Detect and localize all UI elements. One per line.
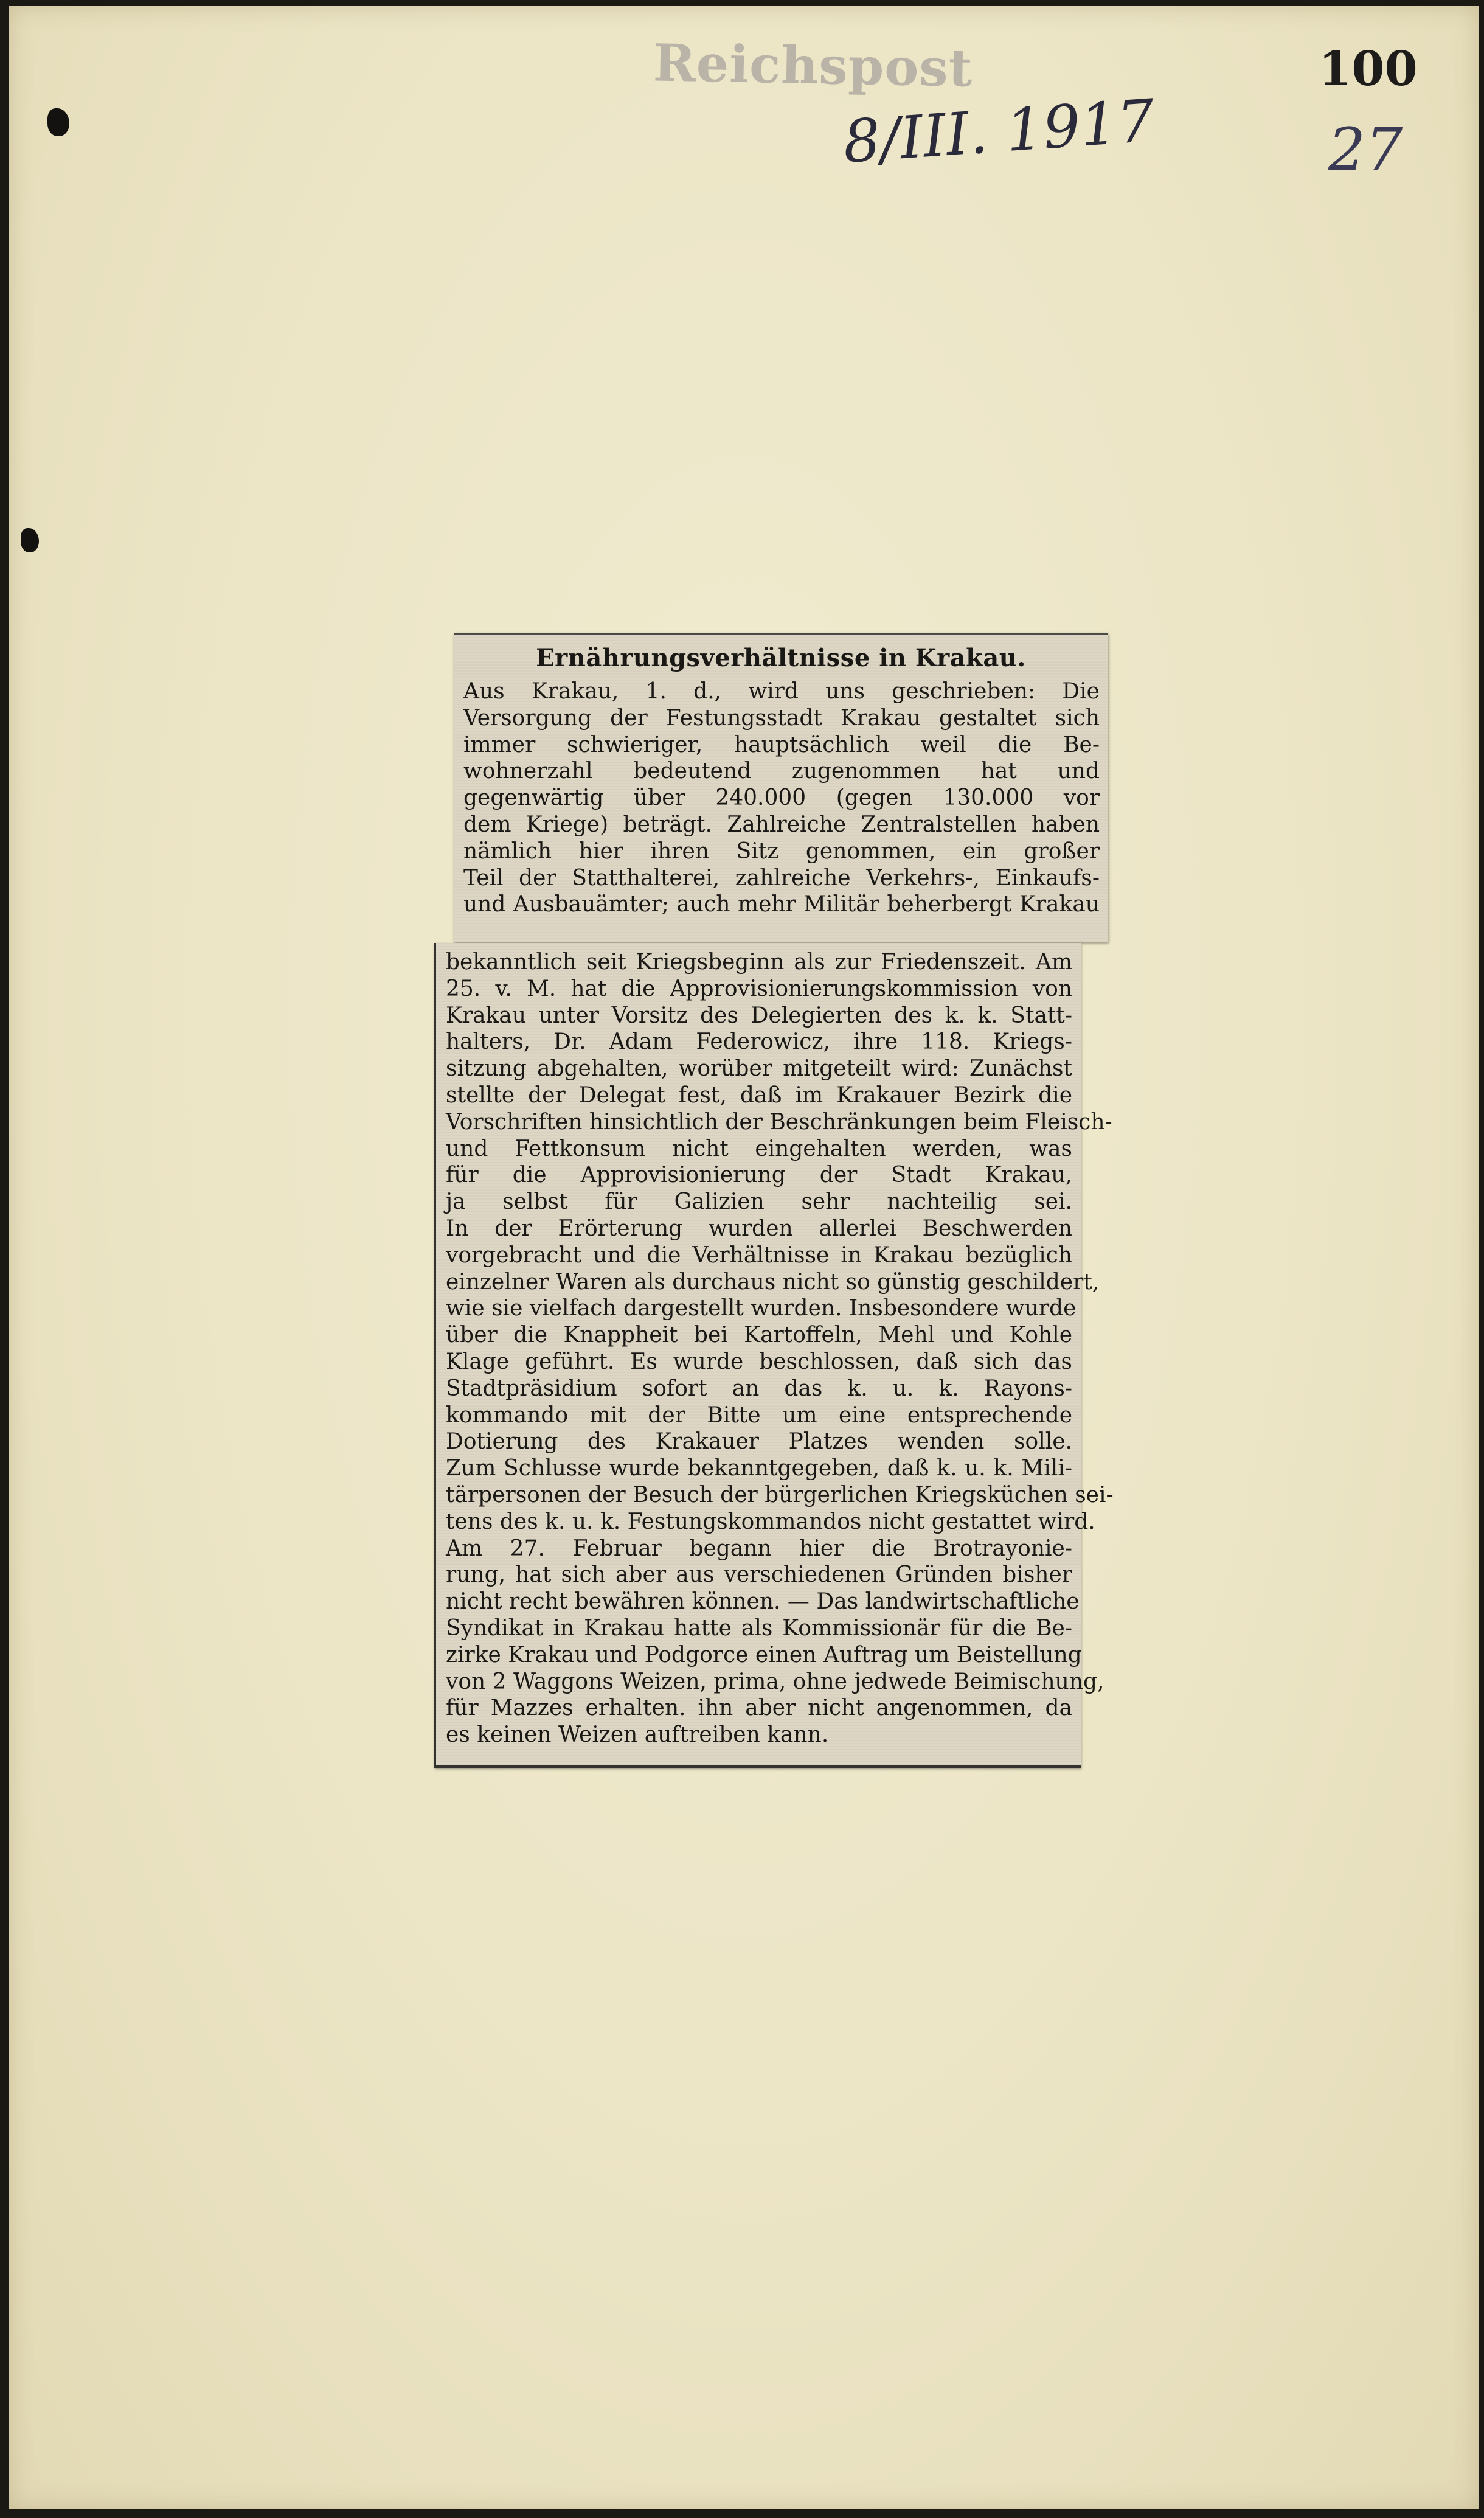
text-line: 25. v. M. hat die Approvisionierungskommission von [446, 976, 1072, 1001]
text-line: Aus Krakau, 1. d., wird uns geschrieben: Die [463, 679, 1100, 704]
article-text-part-1 [454, 678, 1108, 918]
text-line: halters, Dr. Adam Federowicz, ihre 118. Kriegs- [446, 1029, 1072, 1055]
text-line: tens des k. u. k. Festungskommandos nicht gestattet wird. [446, 1509, 1095, 1534]
text-line: immer schwieriger, hauptsächlich weil die Be- [463, 732, 1100, 757]
text-line: Stadtpräsidium sofort an das k. u. k. Rayons- [446, 1376, 1072, 1401]
text-line: wie sie vielfach dargestellt wurden. Insbesondere wurde [446, 1296, 1077, 1321]
handwritten-date: 8/III. 1917 [841, 86, 1157, 176]
folio-handwritten: 27 [1328, 116, 1403, 184]
archive-sheet [9, 6, 1479, 2509]
text-line: es keinen Weizen auftreiben kann. [446, 1722, 829, 1748]
article-headline: Ernährungsverhältnisse in Krakau. [536, 644, 1026, 672]
text-line: wohnerzahl bedeutend zugenommen hat und [463, 759, 1100, 784]
text-line: In der Erörterung wurden allerlei Beschwerden [446, 1216, 1072, 1241]
newspaper-clipping-part-1 [454, 633, 1108, 942]
text-line: Zum Schlusse wurde bekanntgegeben, daß k. u. k. Mili- [446, 1456, 1072, 1481]
folio-number: 100 [1319, 41, 1418, 97]
text-line: gegenwärtig über 240.000 (gegen 130.000 vor [463, 785, 1100, 811]
text-line: tärpersonen der Besuch der bürgerlichen Kriegsküchen sei- [446, 1482, 1114, 1508]
text-line: und Ausbauämter; auch mehr Militär beherbergt Krakau [463, 892, 1100, 917]
text-line: und Fettkonsum nicht eingehalten werden, was [446, 1136, 1072, 1161]
text-line: für die Approvisionierung der Stadt Krakau, [446, 1163, 1072, 1188]
text-line: sitzung abgehalten, worüber mitgeteilt wird: Zunächst [446, 1056, 1072, 1082]
text-line: Krakau unter Vorsitz des Delegierten des k. k. Statt- [446, 1003, 1072, 1028]
text-line: Klage geführt. Es wurde beschlossen, daß sich das [446, 1349, 1072, 1374]
text-line: nämlich hier ihren Sitz genommen, ein großer [463, 838, 1100, 864]
article-text-part-2 [436, 949, 1114, 1748]
text-line: von 2 Waggons Weizen, prima, ohne jedwede Beimischung, [446, 1669, 1104, 1694]
text-line: kommando mit der Bitte um eine entsprechende [446, 1402, 1072, 1428]
text-line: Syndikat in Krakau hatte als Kommissionär für die Be- [446, 1615, 1072, 1641]
text-line: nicht recht bewähren können. — Das landwirtschaftliche [446, 1589, 1080, 1615]
text-line: bekanntlich seit Kriegsbeginn als zur Friedenszeit. Am [446, 950, 1072, 975]
text-line: Vorschriften hinsichtlich der Beschränkungen beim Fleisch- [446, 1109, 1112, 1135]
text-line: Teil der Statthalterei, zahlreiche Verkehrs-, Einkaufs- [463, 865, 1100, 891]
text-line: ja selbst für Galizien sehr nachteilig sei. [446, 1189, 1072, 1215]
text-line: über die Knappheit bei Kartoffeln, Mehl und Kohle [446, 1323, 1072, 1348]
text-line: dem Kriege) beträgt. Zahlreiche Zentralstellen haben [463, 812, 1100, 837]
text-line: Dotierung des Krakauer Platzes wenden solle. [446, 1429, 1072, 1455]
text-line: einzelner Waren als durchaus nicht so günstig geschildert, [446, 1269, 1100, 1295]
newspaper-stamp: Reichspost [653, 32, 974, 99]
text-line: Am 27. Februar begann hier die Brotrayonie- [446, 1535, 1072, 1561]
punch-hole-top [47, 108, 69, 136]
text-line: rung, hat sich aber aus verschiedenen Gründen bisher [446, 1562, 1072, 1588]
newspaper-clipping-part-2 [434, 943, 1114, 1768]
text-line: zirke Krakau und Podgorce einen Auftrag um Beistellung [446, 1642, 1082, 1668]
text-line: vorgebracht und die Verhältnisse in Krakau bezüglich [446, 1242, 1072, 1268]
text-line: für Mazzes erhalten. ihn aber nicht angenommen, da [446, 1695, 1072, 1721]
text-line: stellte der Delegat fest, daß im Krakauer Bezirk die [446, 1082, 1072, 1108]
punch-hole-middle [21, 528, 39, 552]
text-line: Versorgung der Festungsstadt Krakau gestaltet sich [463, 705, 1100, 731]
